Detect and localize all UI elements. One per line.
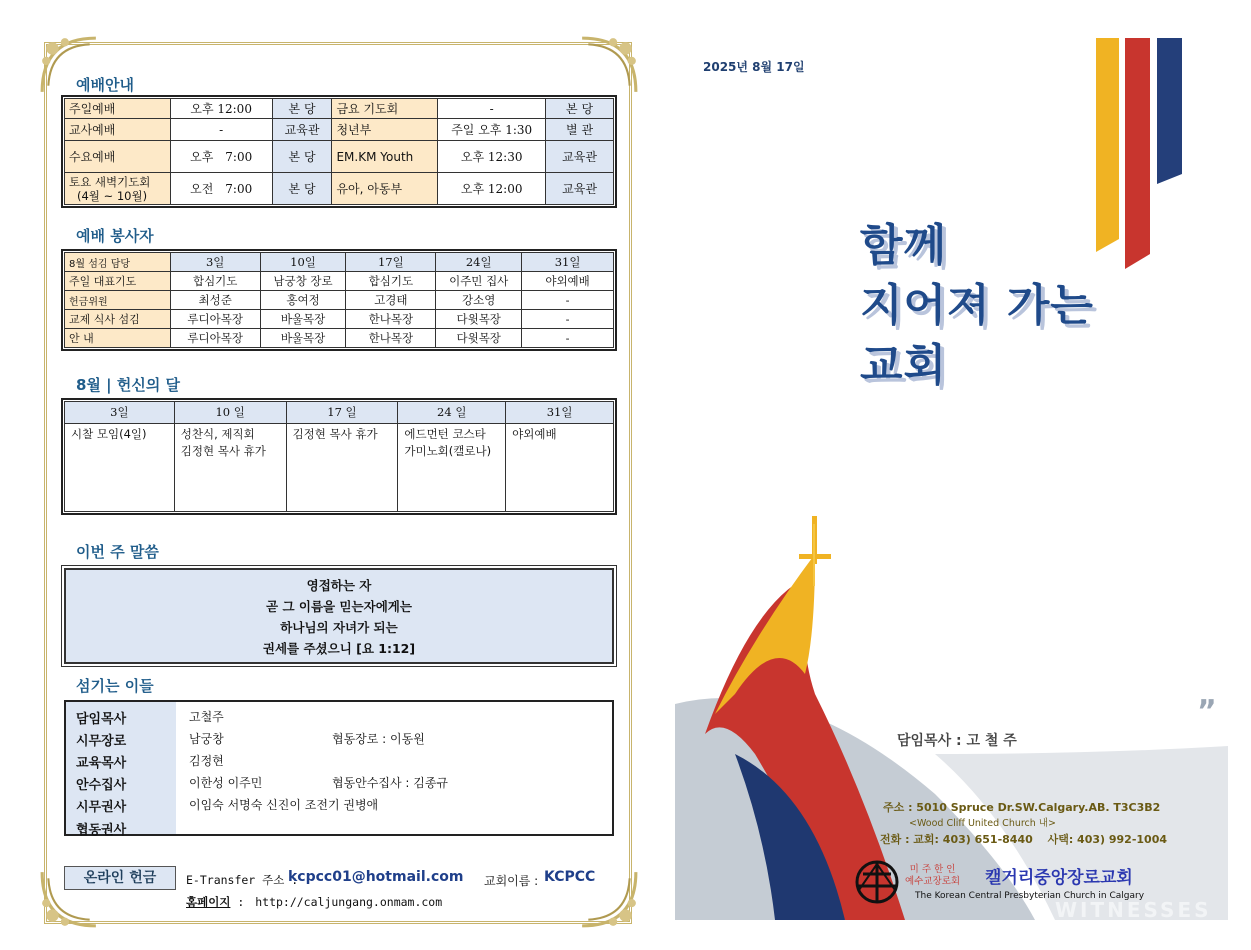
etransfer-email[interactable]: kcpcc01@hotmail.com	[288, 869, 464, 885]
worship-place: 본 당	[272, 99, 332, 119]
ornament-corner-icon	[578, 34, 640, 96]
bulletin-date: 2025년 8월 17일	[703, 60, 805, 74]
table-row	[65, 402, 614, 424]
scripture-line: 영접하는 자	[306, 578, 372, 593]
homepage-line	[186, 894, 442, 910]
servants-cell: 루디아목장	[170, 310, 260, 329]
servants-cell: 이주민 집사	[436, 272, 522, 291]
scripture-line: 곧 그 이름을 믿는자에게는	[266, 599, 412, 614]
dedication-cell	[398, 424, 506, 512]
worship-label: 청년부	[332, 119, 438, 141]
worship-label: EM.KM Youth	[332, 141, 438, 173]
worship-time: 오후 12:00	[170, 99, 272, 119]
worship-place: 본 당	[272, 141, 332, 173]
dedication-line: 시찰 모임(4일)	[71, 427, 147, 441]
table-row	[65, 310, 614, 329]
worship-table	[64, 98, 614, 205]
bulletin-cover-page	[675, 34, 1228, 920]
servants-header: 24일	[436, 253, 522, 272]
server-names: 이한성 이주민	[189, 776, 263, 790]
servants-cell: 야외예배	[522, 272, 614, 291]
servants-header: 31일	[522, 253, 614, 272]
servants-header: 3일	[170, 253, 260, 272]
cover-title-line: 함께	[860, 220, 948, 271]
worship-place: 본 당	[546, 99, 614, 119]
scripture-line: 권세를 주셨으니 [요 1:12]	[262, 641, 416, 656]
worship-label: 교사예배	[65, 119, 171, 141]
scripture-box	[64, 568, 614, 664]
servants-header: 10일	[260, 253, 346, 272]
server-role: 시무권사	[76, 800, 127, 815]
worship-time: 오후 12:30	[438, 141, 546, 173]
bulletin-inner-page	[38, 34, 640, 930]
worship-place: 교육관	[546, 141, 614, 173]
servants-cell: 강소영	[436, 291, 522, 310]
worship-time: -	[438, 99, 546, 119]
ribbon-red-icon	[1125, 38, 1150, 269]
cover-title-line: 지어져 가는	[860, 280, 1094, 331]
list-item	[66, 792, 612, 814]
homepage-link[interactable]: http://caljungang.onmam.com	[255, 895, 443, 909]
dedication-line: 성찬식, 제직회	[180, 427, 255, 441]
denomination-line: 예수교장로회	[905, 876, 961, 887]
dedication-line: 가미노회(캘로나)	[404, 444, 492, 458]
worship-label	[65, 173, 171, 205]
server-role: 안수집사	[76, 778, 127, 793]
worship-place: 본 당	[272, 173, 332, 205]
ribbon-navy-icon	[1157, 38, 1182, 184]
table-row	[65, 424, 614, 512]
servers-section-title: 섬기는 이들	[76, 677, 154, 695]
table-row	[65, 291, 614, 310]
worship-label: 유아, 아동부	[332, 173, 438, 205]
table-row	[65, 173, 614, 205]
table-row	[65, 272, 614, 291]
worship-time: 오후 12:00	[438, 173, 546, 205]
dedication-cell	[286, 424, 398, 512]
dedication-line: 에드먼턴 코스타	[404, 427, 486, 441]
denomination	[905, 864, 960, 888]
table-row	[65, 99, 614, 119]
server-extra: 협동장로 : 이동원	[332, 732, 425, 746]
worship-label-sub: (4월 ~ 10월)	[77, 188, 148, 203]
dedication-header: 10 일	[174, 402, 286, 424]
servants-cell: 합심기도	[346, 272, 436, 291]
word-section-title: 이번 주 말씀	[76, 543, 159, 561]
worship-place: 별 관	[546, 119, 614, 141]
list-item	[66, 748, 612, 770]
server-extra: 협동안수집사 : 김종규	[332, 776, 449, 790]
dedication-line: 야외예배	[512, 427, 557, 441]
servants-header: 17일	[346, 253, 436, 272]
cover-title-line: 교회	[860, 340, 948, 391]
worship-section-title: 예배안내	[76, 76, 134, 94]
servants-cell: 남궁창 장로	[260, 272, 346, 291]
dedication-header: 31일	[506, 402, 614, 424]
worship-label: 금요 기도회	[332, 99, 438, 119]
server-names: 김정현	[189, 754, 224, 768]
homepage-label: 홈페이지	[186, 895, 231, 909]
server-names: 이임숙 서명숙 신진이 조전기 권병애	[189, 798, 379, 812]
quote-mark-icon: ”	[1197, 694, 1217, 729]
dedication-line: 김정현 목사 휴가	[180, 444, 266, 458]
servants-cell: -	[522, 310, 614, 329]
servants-cell: -	[522, 329, 614, 348]
worship-label: 주일예배	[65, 99, 171, 119]
dedication-cell	[65, 424, 175, 512]
list-item	[66, 770, 612, 792]
church-name-value: KCPCC	[544, 869, 596, 885]
worship-label-main: 토요 새벽기도회	[69, 174, 151, 189]
worship-time: -	[170, 119, 272, 141]
homepage-sep: :	[230, 895, 252, 909]
online-offering-label: 온라인 헌금	[64, 866, 176, 890]
table-row	[65, 119, 614, 141]
servants-cell: 고경태	[346, 291, 436, 310]
church-address-note: <Wood Cliff United Church 내>	[909, 818, 1056, 829]
servants-role: 주일 대표기도	[65, 272, 171, 291]
server-role: 협동권사	[76, 823, 127, 838]
server-names: 남궁창	[189, 732, 224, 746]
witnesses-watermark: WITNESSES	[1055, 898, 1212, 920]
worship-label: 수요예배	[65, 141, 171, 173]
scripture-line: 하나님의 자녀가 되는	[280, 620, 398, 635]
table-row	[65, 253, 614, 272]
cover-title	[860, 216, 1094, 396]
denomination-line: 미 주 한 인	[909, 864, 956, 875]
servants-cell: 합심기도	[170, 272, 260, 291]
etransfer-label: E-Transfer 주소 :	[186, 873, 299, 887]
ribbon-yellow-icon	[1096, 38, 1119, 252]
servants-cell: 한나목장	[346, 310, 436, 329]
church-address: 주소 : 5010 Spruce Dr.SW.Calgary.AB. T3C3B2	[883, 801, 1161, 814]
servants-cell: 다윗목장	[436, 310, 522, 329]
servants-cell: -	[522, 291, 614, 310]
cover-artwork	[675, 34, 1228, 920]
dedication-header: 17 일	[286, 402, 398, 424]
servants-role: 안 내	[65, 329, 171, 348]
servers-box	[64, 700, 614, 836]
server-role: 시무장로	[76, 734, 127, 749]
dedication-header: 3일	[65, 402, 175, 424]
table-row	[65, 329, 614, 348]
server-names: 고철주	[189, 710, 224, 724]
worship-place: 교육관	[272, 119, 332, 141]
list-item	[66, 726, 612, 748]
worship-time: 주일 오후 1:30	[438, 119, 546, 141]
worship-time: 오전 7:00	[170, 173, 272, 205]
servants-header: 8월 섬김 담당	[65, 253, 171, 272]
servants-cell: 최성준	[170, 291, 260, 310]
list-item	[66, 815, 612, 837]
dedication-table	[64, 401, 614, 512]
dedication-cell	[174, 424, 286, 512]
servants-role: 교제 식사 섬김	[65, 310, 171, 329]
servants-table	[64, 252, 614, 348]
worship-place: 교육관	[546, 173, 614, 205]
servants-cell: 바울목장	[260, 310, 346, 329]
church-name-korean: 캘거리중앙장로교회	[985, 868, 1133, 888]
dedication-header: 24 일	[398, 402, 506, 424]
servants-cell: 한나목장	[346, 329, 436, 348]
dedication-section-title: 8월 | 헌신의 달	[76, 376, 181, 394]
servants-cell: 루디아목장	[170, 329, 260, 348]
servants-role: 헌금위원	[65, 291, 171, 310]
server-role: 교육목사	[76, 756, 127, 771]
dedication-line: 김정현 목사 휴가	[292, 427, 378, 441]
servants-cell: 홍여정	[260, 291, 346, 310]
server-role: 담임목사	[76, 712, 127, 727]
table-row	[65, 141, 614, 173]
servants-cell: 다윗목장	[436, 329, 522, 348]
church-name-english: The Korean Central Presbyterian Church in Calgary	[915, 891, 1145, 901]
servants-section-title: 예배 봉사자	[76, 227, 154, 245]
servants-cell: 바울목장	[260, 329, 346, 348]
worship-time: 오후 7:00	[170, 141, 272, 173]
church-phone: 전화 : 교회: 403) 651-8440 사택: 403) 992-1004	[880, 833, 1168, 846]
church-name-label: 교회이름 :	[484, 874, 539, 888]
cover-pastor: 담임목사 : 고 철 주	[897, 733, 1017, 749]
dedication-cell	[506, 424, 614, 512]
list-item	[66, 704, 612, 726]
